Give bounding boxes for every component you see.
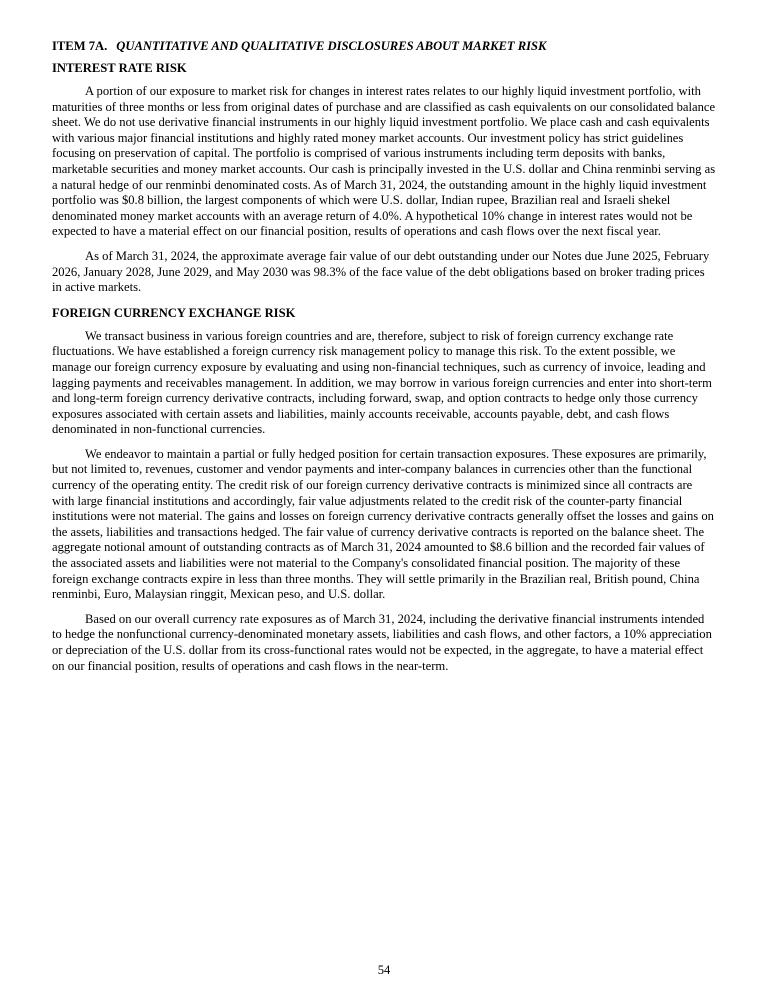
paragraph: We transact business in various foreign countries and are, therefore, subject to risk of foreign currency exchange rate fluctuations. We have established a foreign currency risk management policy to manage this risk. To the extent possible, we manage our foreign currency exposure by evaluating and using non-financial techniques, such as currency of invoice, leading and lagging payments and receivables management. In addition, we may borrow in various foreign currencies and enter into short-term and long-term foreign currency derivative contracts, including forward, swap, and option contracts to hedge only those currency exposures associated with certain assets and liabilities, mainly accounts receivable, accounts payable, debt, and cash flows denominated in non-functional currencies. [52, 328, 712, 437]
section-foreign-currency-exchange-risk [52, 305, 716, 674]
section-interest-rate-risk [52, 60, 716, 296]
item-title: QUANTITATIVE AND QUALITATIVE DISCLOSURES ABOUT MARKET RISK [116, 39, 547, 53]
section-heading: INTEREST RATE RISK [52, 61, 187, 75]
section-heading: FOREIGN CURRENCY EXCHANGE RISK [52, 305, 296, 320]
item-number: ITEM 7A. [52, 39, 108, 53]
paragraph: As of March 31, 2024, the approximate average fair value of our debt outstanding under our Notes due June 2025, February 2026, January 2028, June 2029, and May 2030 was 98.3% of the face value of the debt obligations based on broker trading prices in active markets. [52, 248, 710, 295]
item-heading [52, 38, 716, 54]
page-number: 54 [377, 963, 391, 977]
paragraph: A portion of our exposure to market risk for changes in interest rates relates to our highly liquid investment portfolio, with maturities of three months or less from original dates of purchase and are classified as cash equivalents on our consolidated balance sheet. We do not use derivative financial instruments in our highly liquid investment portfolio. We place cash and cash equivalents with various major financial institutions and highly rated money market accounts. Our investment policy has strict guidelines focusing on preservation of capital. The portfolio is comprised of various instruments including term deposits with banks, marketable securities and money market accounts. Our cash is principally invested in the U.S. dollar and China renminbi serving as a natural hedge of our renminbi denominated costs. As of March 31, 2024, the outstanding amount in the highly liquid investment portfolio was $0.8 billion, the largest components of which were U.S. dollar, Indian rupee, Brazilian real and Israeli shekel denominated money market accounts with an average return of 4.0%. A hypothetical 10% change in interest rates would not be expected to have a material effect on our financial position, results of operations and cash flows over the next fiscal year. [52, 84, 716, 239]
document-page [52, 38, 716, 683]
paragraph: Based on our overall currency rate exposures as of March 31, 2024, including the derivative financial instruments intended to hedge the nonfunctional currency-denominated monetary assets, liabilities and cash flows, and other factors, a 10% appreciation or depreciation of the U.S. dollar from its cross-functional rates would not be expected, in the aggregate, to have a material effect on our financial position, results of operations and cash flows in the near-term. [52, 611, 712, 673]
paragraph: We endeavor to maintain a partial or fully hedged position for certain transaction exposures. These exposures are primarily, but not limited to, revenues, customer and vendor payments and inter-company balances in currencies other than the functional currency of the operating entity. The credit risk of our foreign currency derivative contracts is minimized since all contracts are with large financial institutions and accordingly, fair value adjustments related to the credit risk of the counter-party financial institutions were not material. The gains and losses on foreign currency derivative contracts generally offset the losses and gains on the assets, liabilities and transactions hedged. The fair value of currency derivative contracts is reported on the balance sheet. The aggregate notional amount of outstanding contracts as of March 31, 2024 amounted to $8.6 billion and the recorded fair values of the associated assets and liabilities were not material to the Company's consolidated financial position. The majority of these foreign exchange contracts expire in less than three months. They will settle primarily in the Brazilian real, British pound, China renminbi, Euro, Malaysian ringgit, Mexican peso, and U.S. dollar. [52, 446, 714, 602]
